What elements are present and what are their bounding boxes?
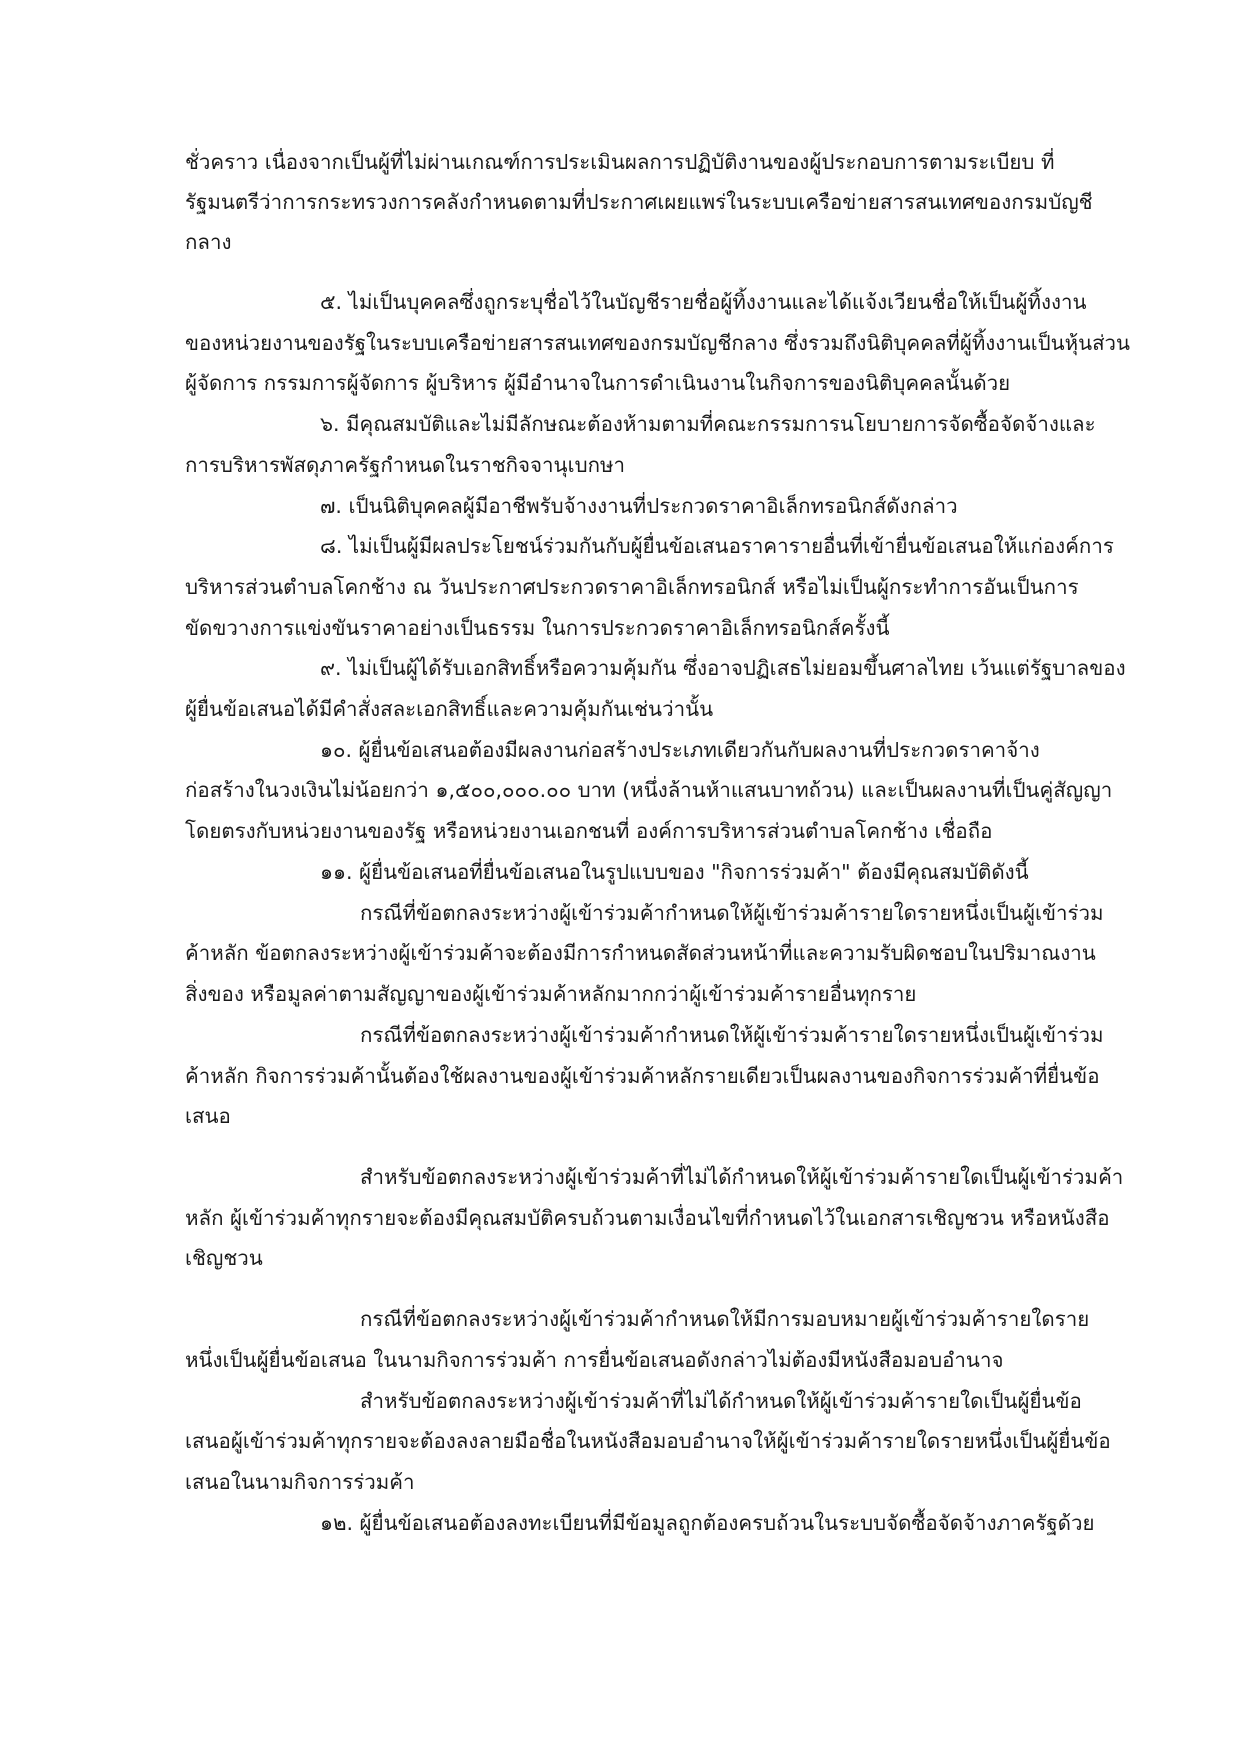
text-line: ๑๑. ผู้ยื่นข้อเสนอที่ยื่นข้อเสนอในรูปแบบของ "กิจการร่วมค้า" ต้องมีคุณสมบัติดังนี้ bbox=[320, 860, 1029, 884]
text-line: ๖. มีคุณสมบัติและไม่มีลักษณะต้องห้ามตามที่คณะกรรมการนโยบายการจัดซื้อจัดจ้างและ bbox=[320, 412, 1096, 436]
text-line: สำหรับข้อตกลงระหว่างผู้เข้าร่วมค้าที่ไม่ได้กำหนดให้ผู้เข้าร่วมค้ารายใดเป็นผู้เข้าร่วมค้า bbox=[360, 1165, 1124, 1189]
text-line: กลาง bbox=[185, 230, 232, 254]
text-line: ผู้ยื่นข้อเสนอได้มีคำสั่งสละเอกสิทธิ์และความคุ้มกันเช่นว่านั้น bbox=[185, 697, 714, 721]
text-line: หลัก ผู้เข้าร่วมค้าทุกรายจะต้องมีคุณสมบัติครบถ้วนตามเงื่อนไขที่กำหนดไว้ในเอกสารเชิญชวน หรือหนังสือ bbox=[185, 1206, 1110, 1230]
text-line: เสนอในนามกิจการร่วมค้า bbox=[185, 1470, 415, 1494]
text-line: ๘. ไม่เป็นผู้มีผลประโยชน์ร่วมกันกับผู้ยื่นข้อเสนอราคารายอื่นที่เข้ายื่นข้อเสนอให้แก่องค์การ bbox=[320, 534, 1114, 558]
text-line: ๑๒. ผู้ยื่นข้อเสนอต้องลงทะเบียนที่มีข้อมูลถูกต้องครบถ้วนในระบบจัดซื้อจัดจ้างภาครัฐด้วย bbox=[320, 1511, 1095, 1535]
text-line: ๑๐. ผู้ยื่นข้อเสนอต้องมีผลงานก่อสร้างประเภทเดียวกันกับผลงานที่ประกวดราคาจ้าง bbox=[320, 738, 1040, 762]
text-line: สิ่งของ หรือมูลค่าตามสัญญาของผู้เข้าร่วมค้าหลักมากกว่าผู้เข้าร่วมค้ารายอื่นทุกราย bbox=[185, 982, 917, 1006]
text-line: ของหน่วยงานของรัฐในระบบเครือข่ายสารสนเทศของกรมบัญชีกลาง ซึ่งรวมถึงนิติบุคคลที่ผู้ทิ้งงานเป็นหุ้นส่วน bbox=[185, 331, 1130, 355]
text-line: สำหรับข้อตกลงระหว่างผู้เข้าร่วมค้าที่ไม่ได้กำหนดให้ผู้เข้าร่วมค้ารายใดเป็นผู้ยื่นข้อ bbox=[360, 1389, 1082, 1413]
text-line: ๗. เป็นนิติบุคคลผู้มีอาชีพรับจ้างงานที่ประกวดราคาอิเล็กทรอนิกส์ดังกล่าว bbox=[320, 494, 958, 518]
text-line: เสนอ bbox=[185, 1104, 231, 1128]
text-line: ชั่วคราว เนื่องจากเป็นผู้ที่ไม่ผ่านเกณฑ์การประเมินผลการปฏิบัติงานของผู้ประกอบการตามระเบียบ ที่ bbox=[185, 150, 1055, 174]
text-line: โดยตรงกับหน่วยงานของรัฐ หรือหน่วยงานเอกชนที่ องค์การบริหารส่วนตำบลโคกช้าง เชื่อถือ bbox=[185, 819, 993, 843]
text-line: หนึ่งเป็นผู้ยื่นข้อเสนอ ในนามกิจการร่วมค้า การยื่นข้อเสนอดังกล่าวไม่ต้องมีหนังสือมอบอำนาจ bbox=[185, 1348, 1004, 1372]
text-line: ขัดขวางการแข่งขันราคาอย่างเป็นธรรม ในการประกวดราคาอิเล็กทรอนิกส์ครั้งนี้ bbox=[185, 616, 890, 640]
text-line: ๙. ไม่เป็นผู้ได้รับเอกสิทธิ์หรือความคุ้มกัน ซึ่งอาจปฏิเสธไม่ยอมขึ้นศาลไทย เว้นแต่รัฐบาลของ bbox=[320, 656, 1126, 680]
text-line: กรณีที่ข้อตกลงระหว่างผู้เข้าร่วมค้ากำหนดให้ผู้เข้าร่วมค้ารายใดรายหนึ่งเป็นผู้เข้าร่วม bbox=[360, 1023, 1104, 1047]
text-line: เชิญชวน bbox=[185, 1246, 263, 1270]
text-line: ๕. ไม่เป็นบุคคลซึ่งถูกระบุชื่อไว้ในบัญชีรายชื่อผู้ทิ้งงานและได้แจ้งเวียนชื่อให้เป็นผู้ทิ้งงาน bbox=[320, 290, 1087, 314]
text-line: กรณีที่ข้อตกลงระหว่างผู้เข้าร่วมค้ากำหนดให้ผู้เข้าร่วมค้ารายใดรายหนึ่งเป็นผู้เข้าร่วม bbox=[360, 901, 1104, 925]
text-line: บริหารส่วนตำบลโคกช้าง ณ วันประกาศประกวดราคาอิเล็กทรอนิกส์ หรือไม่เป็นผู้กระทำการอันเป็นการ bbox=[185, 575, 1079, 599]
text-line: ผู้จัดการ กรรมการผู้จัดการ ผู้บริหาร ผู้มีอำนาจในการดำเนินงานในกิจการของนิติบุคคลนั้นด้วย bbox=[185, 371, 1011, 395]
text-line: ค้าหลัก ข้อตกลงระหว่างผู้เข้าร่วมค้าจะต้องมีการกำหนดสัดส่วนหน้าที่และความรับผิดชอบในปริมาณงาน bbox=[185, 941, 1096, 965]
text-line: รัฐมนตรีว่าการกระทรวงการคลังกำหนดตามที่ประกาศเผยแพร่ในระบบเครือข่ายสารสนเทศของกรมบัญชี bbox=[185, 190, 1093, 214]
text-line: การบริหารพัสดุภาครัฐกำหนดในราชกิจจานุเบกษา bbox=[185, 453, 626, 477]
text-line: ก่อสร้างในวงเงินไม่น้อยกว่า ๑,๕๐๐,๐๐๐.๐๐ บาท (หนึ่งล้านห้าแสนบาทถ้วน) และเป็นผลงานที่เป็นคู่สัญญา bbox=[185, 778, 1113, 802]
text-line: กรณีที่ข้อตกลงระหว่างผู้เข้าร่วมค้ากำหนดให้มีการมอบหมายผู้เข้าร่วมค้ารายใดราย bbox=[360, 1307, 1090, 1331]
text-line: เสนอผู้เข้าร่วมค้าทุกรายจะต้องลงลายมือชื่อในหนังสือมอบอำนาจให้ผู้เข้าร่วมค้ารายใดรายหนึ่งเป็นผู้ยื่นข้อ bbox=[185, 1429, 1111, 1453]
text-line: ค้าหลัก กิจการร่วมค้านั้นต้องใช้ผลงานของผู้เข้าร่วมค้าหลักรายเดียวเป็นผลงานของกิจการร่วมค้าที่ยื่นข้อ bbox=[185, 1064, 1100, 1088]
